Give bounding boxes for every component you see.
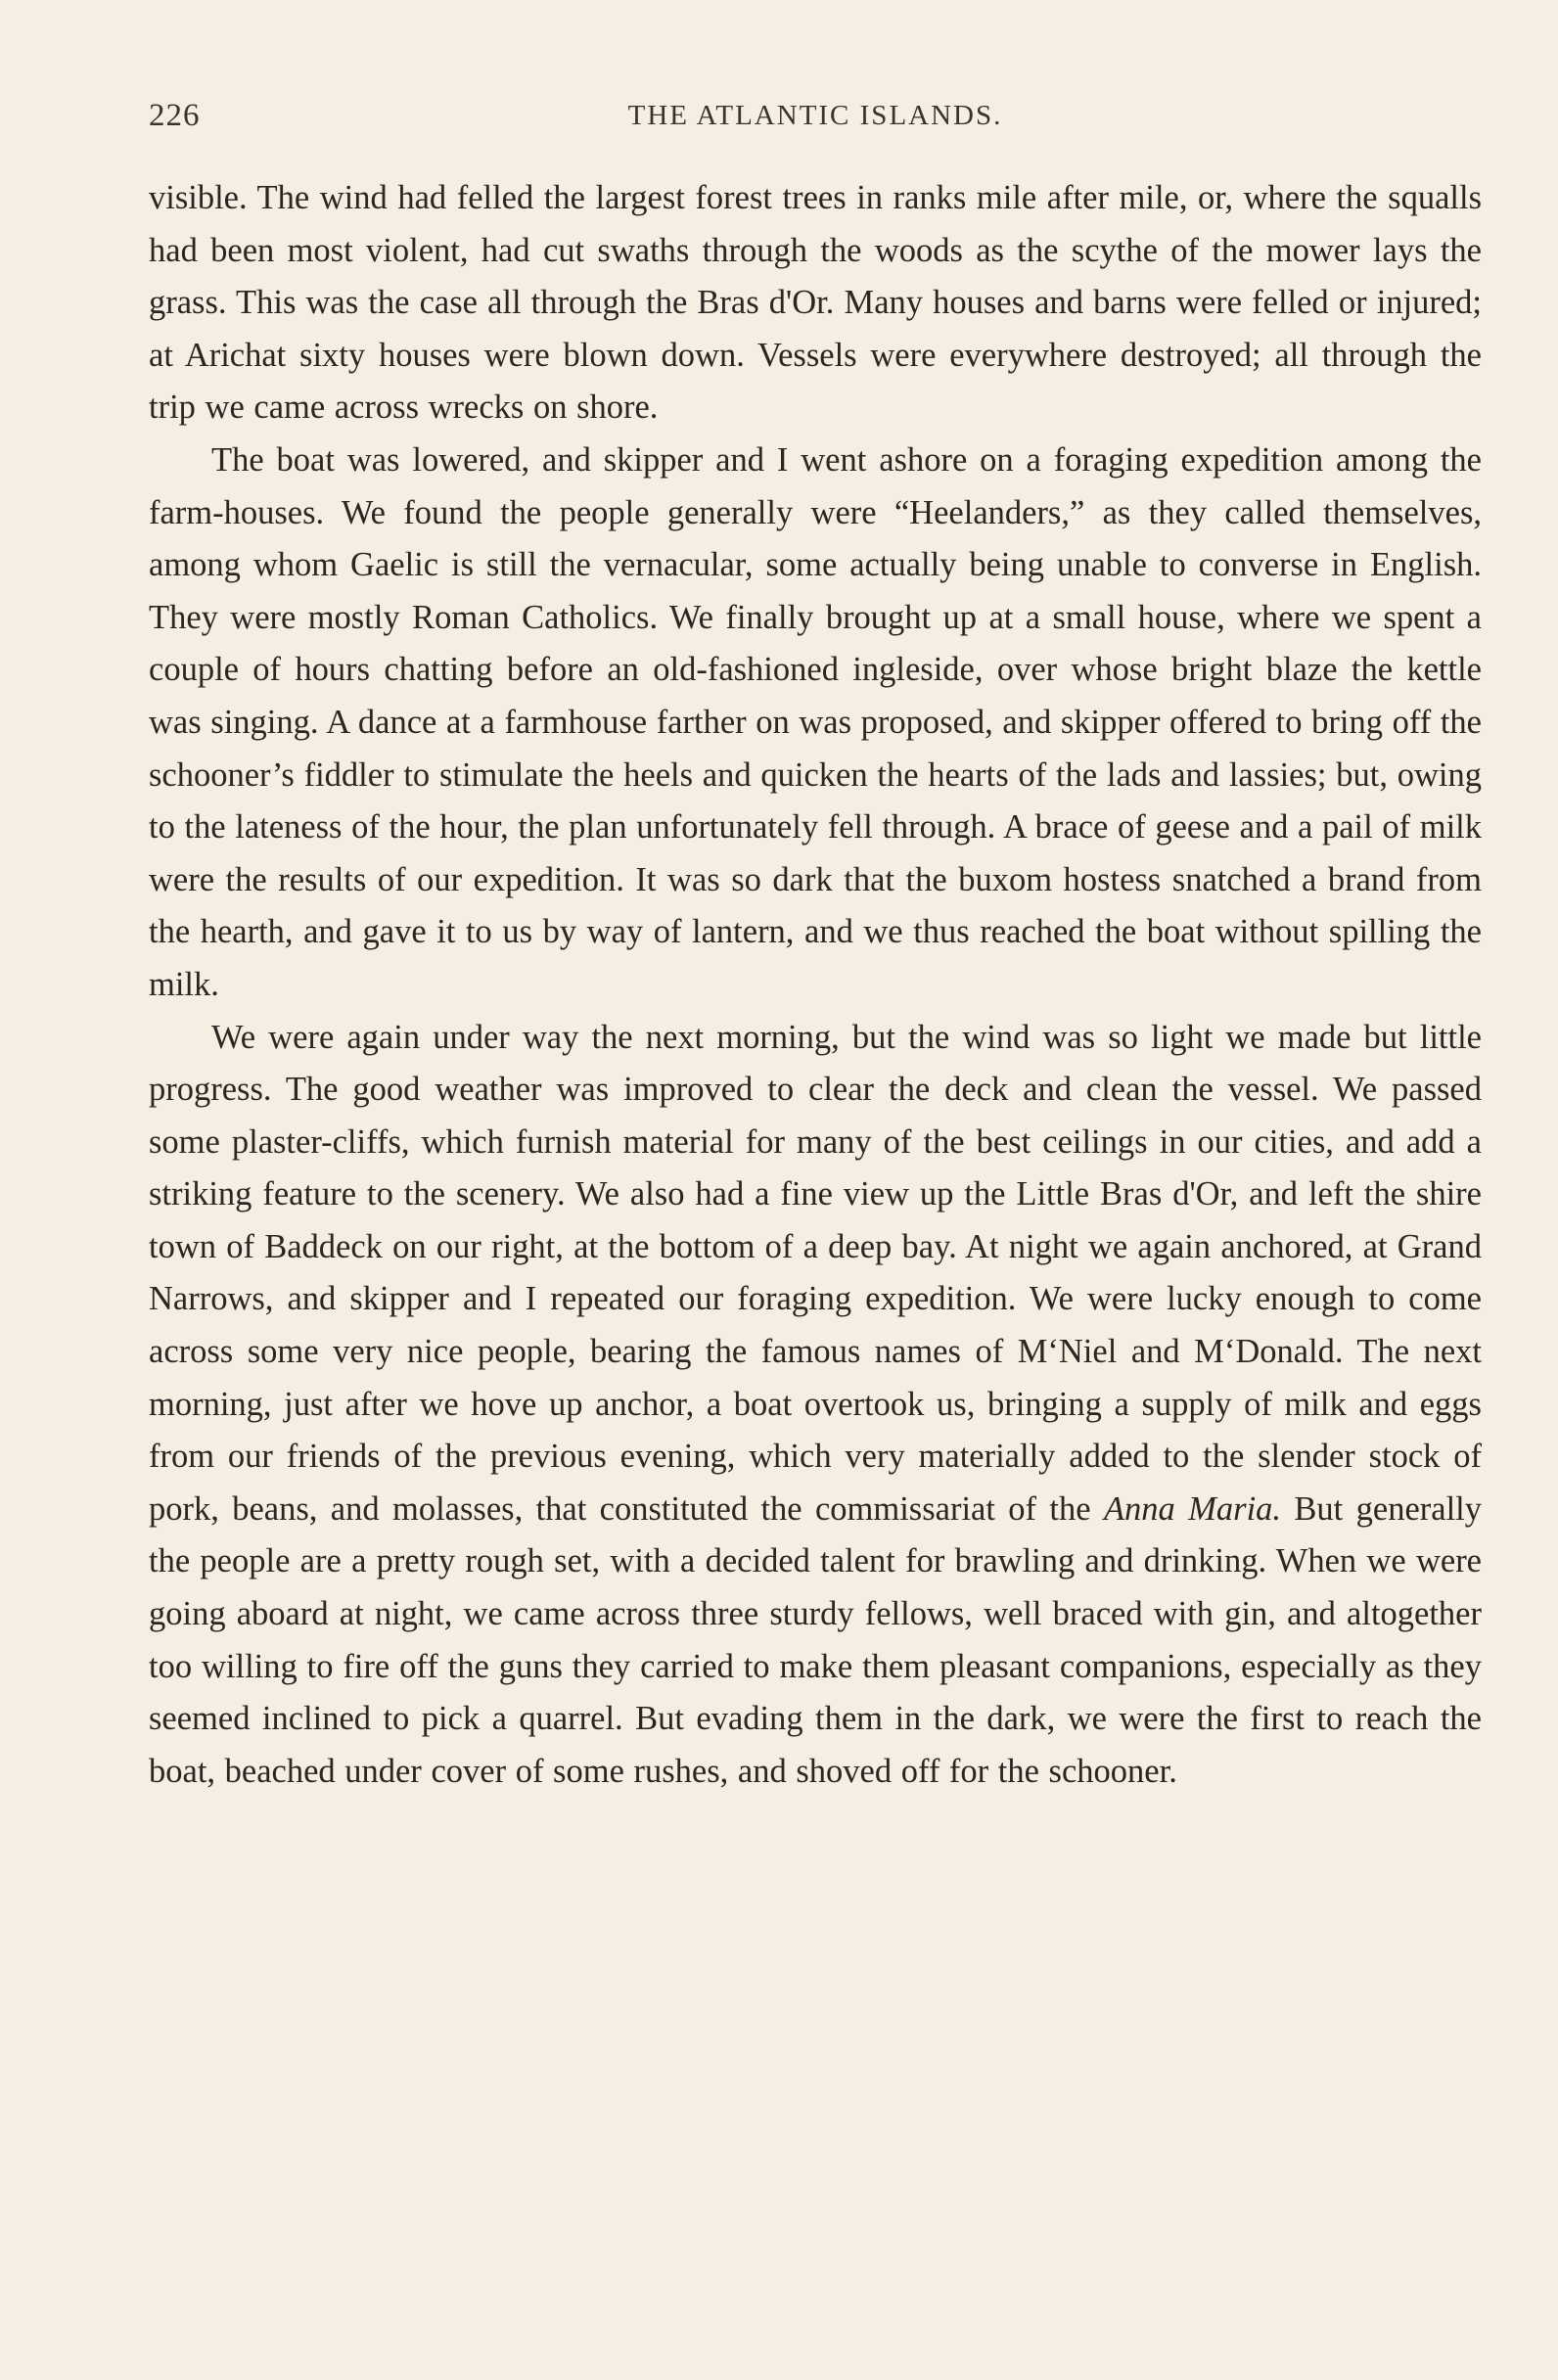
paragraph-2: The boat was lowered, and skipper and I went ashore on a foraging expedition among the farm-houses. We found the people generally were “Heelanders,” as they called themselves, among whom Gaelic is still the vernacular, some actually being unable to converse in English. They were mostly Roman Catholics. We finally brought up at a small house, where we spent a couple of hours chatting before an old-fashioned ingleside, over whose bright blaze the kettle was singing. A dance at a farmhouse farther on was proposed, and skipper offered to bring off the schooner’s fiddler to stimulate the heels and quicken the hearts of the lads and lassies; but, owing to the lateness of the hour, the plan unfortunately fell through. A brace of geese and a pail of milk were the results of our expedition. It was so dark that the buxom hostess snatched a brand from the hearth, and gave it to us by way of lantern, and we thus reached the boat without spilling the milk. [149,440,1482,1003]
running-title: THE ATLANTIC ISLANDS. [627,100,1003,131]
paragraph-3-text-before: We were again under way the next morning, but the wind was so light we made but little progress. The good weather was improved to clear the deck and clean the vessel. We passed some plaster-cliffs, which furnish material for many of the best ceilings in our cities, and add a striking feature to the scenery. We also had a fine view up the Little Bras d'Or, and left the shire town of Baddeck on our right, at the bottom of a deep bay. At night we again anchored, at Grand Narrows, and skipper and I repeated our foraging expedition. We were lucky enough to come across some very nice people, bearing the famous names of M‘Niel and M‘Donald. The next morning, just after we hove up anchor, a boat overtook us, bringing a supply of milk and eggs from our friends of the previous evening, which very materially added to the slender stock of pork, beans, and molasses, that constituted the commissariat of the [149,1018,1482,1528]
paragraph-3-text-after: But generally the people are a pretty rough set, with a decided talent for brawling and drinking. When we were going aboard at night, we came across three sturdy fellows, well braced with gin, and altogether too willing to fire off the guns they carried to make them pleasant companions, especially as they seemed inclined to pick a quarrel. But evading them in the dark, we were the first to reach the boat, beached under cover of some rushes, and shoved off for the schooner. [149,1489,1482,1790]
paragraph-3 [149,1012,1482,1799]
ship-name-italic: Anna Maria. [1103,1489,1282,1528]
page-number: 226 [149,98,201,133]
body-text [149,172,1482,1798]
paragraph-1: visible. The wind had felled the largest forest trees in ranks mile after mile, or, where the squalls had been most violent, had cut swaths through the woods as the scythe of the mower lays the grass. This was the case all through the Bras d'Or. Many houses and barns were felled or injured; at Arichat sixty houses were blown down. Vessels were everywhere destroyed; all through the trip we came across wrecks on shore. [149,179,1482,427]
running-head [149,98,1482,147]
